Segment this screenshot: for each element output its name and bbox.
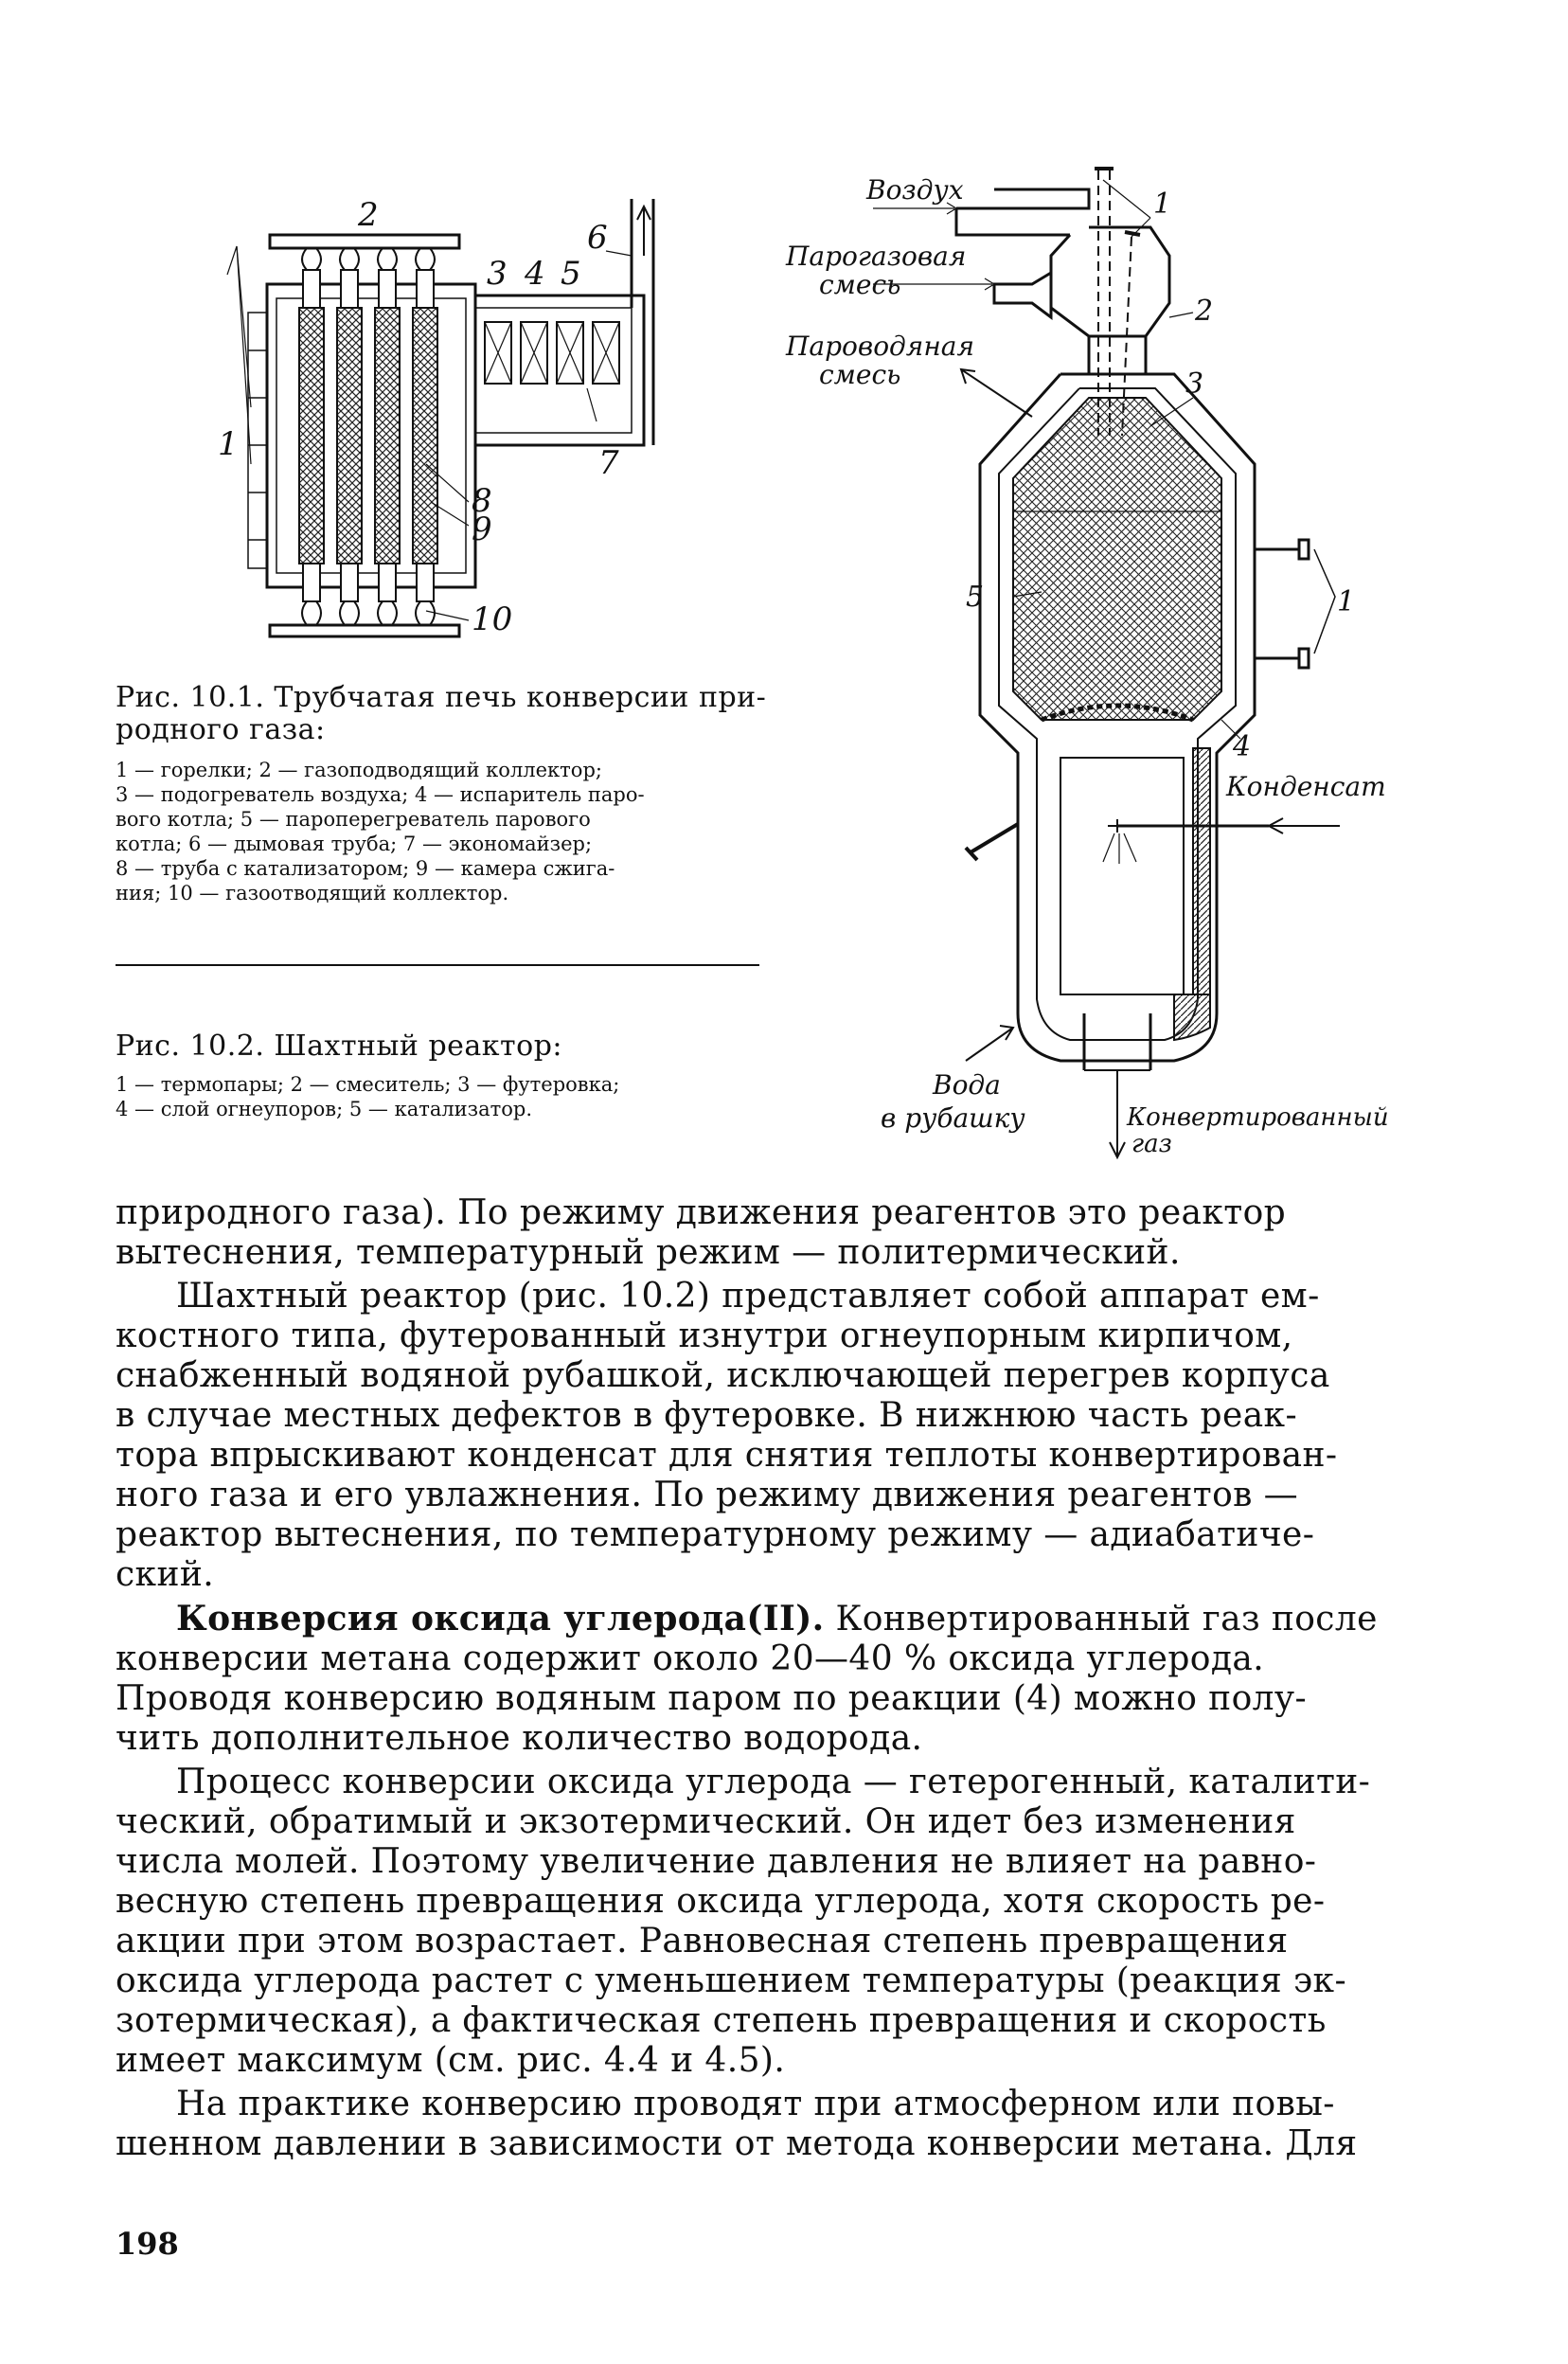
fig2-label-gas-mix-a: Парогазовая: [786, 241, 967, 272]
body-text: [116, 1193, 1401, 2164]
text-line: ский.: [116, 1555, 215, 1594]
fig1-label-5: 5: [561, 255, 581, 293]
fig2-label-converted-a: Конвертированный: [1127, 1103, 1389, 1132]
text-line: Проводя конверсию водяным паром по реакции (4) можно полу-: [116, 1679, 1308, 1718]
text-line: вытеснения, температурный режим — политермический.: [116, 1233, 1181, 1272]
text-line: Шахтный реактор (рис. 10.2) представляет собой аппарат ем-: [176, 1277, 1320, 1316]
figure-tubular-furnace: [208, 180, 776, 672]
text-line: шенном давлении в зависимости от метода конверсии метана. Для: [116, 2124, 1358, 2163]
text-line: числа молей. Поэтому увеличение давления не влияет на равно-: [116, 1842, 1317, 1881]
text-line: весную степень превращения оксида углерода, хотя скорость ре-: [116, 1882, 1326, 1921]
fig2-caption-title: Рис. 10.2. Шахтный реактор:: [116, 1030, 563, 1063]
fig1-label-2: 2: [358, 196, 379, 234]
text-line: [116, 1599, 1401, 1639]
text-line: снабженный водяной рубашкой, исключающей перегрев корпуса: [116, 1356, 1330, 1395]
fig1-caption: [116, 682, 769, 905]
fig1-legend-line: котла; 6 — дымовая труба; 7 — экономайзер;: [116, 833, 593, 855]
paragraph-1: [116, 1193, 1401, 1273]
fig1-label-1: 1: [218, 425, 239, 463]
paragraph-5: [116, 2085, 1401, 2164]
text-line: ного газа и его увлажнения. По режиму движения реагентов —: [116, 1476, 1299, 1514]
fig1-label-10: 10: [472, 600, 513, 638]
text-line: тора впрыскивают конденсат для снятия теплоты конвертирован-: [116, 1436, 1338, 1475]
paragraph-2: [116, 1277, 1401, 1595]
fig2-label-gas-mix-b: смесь: [819, 269, 901, 300]
fig2-num-4: 4: [1233, 730, 1252, 763]
page-number: 198: [116, 2226, 179, 2262]
fig1-legend-line: 8 — труба с катализатором; 9 — камера сжига-: [116, 857, 615, 880]
fig2-label-air: Воздух: [866, 174, 964, 206]
text-line: реактор вытеснения, по температурному режиму — адиабатиче-: [116, 1515, 1315, 1554]
fig2-caption: [116, 1030, 769, 1121]
text-line: костного типа, футерованный изнутри огнеупорным кирпичом,: [116, 1316, 1293, 1355]
fig1-label-8: 8: [472, 482, 492, 520]
caption-divider: [116, 964, 759, 966]
fig1-label-3: 3: [487, 255, 508, 293]
text-line: имеет максимум (см. рис. 4.4 и 4.5).: [116, 2041, 786, 2080]
fig2-num-2: 2: [1195, 295, 1214, 328]
paragraph-3: [116, 1599, 1401, 1759]
text-line: природного газа). По режиму движения реагентов это реактор: [116, 1193, 1287, 1232]
text-line: акции при этом возрастает. Равновесная степень превращения: [116, 1922, 1289, 1961]
fig1-label-7: 7: [598, 444, 619, 482]
text-line: Процесс конверсии оксида углерода — гетерогенный, каталити-: [176, 1763, 1371, 1801]
fig2-label-water-b: в рубашку: [881, 1102, 1025, 1134]
text-line: зотермическая), а фактическая степень превращения и скорость: [116, 2001, 1327, 2040]
fig2-num-3: 3: [1185, 367, 1204, 401]
fig2-legend-line: 4 — слой огнеупоров; 5 — катализатор.: [116, 1098, 533, 1120]
fig1-label-6: 6: [587, 219, 608, 257]
fig1-legend-line: ния; 10 — газоотводящий коллектор.: [116, 882, 509, 904]
fig2-num-1-right: 1: [1337, 585, 1356, 618]
fig1-caption-title-b: родного газа:: [116, 713, 326, 746]
fig2-legend-line: 1 — термопары; 2 — смеситель; 3 — футеровка;: [116, 1073, 620, 1096]
fig2-label-converted-b: газ: [1131, 1130, 1172, 1158]
section-heading: Конверсия оксида углерода(II).: [176, 1599, 825, 1639]
fig2-label-water-a: Вода: [933, 1069, 1001, 1101]
fig1-label-9: 9: [472, 510, 492, 548]
fig2-label-steam-water-b: смесь: [819, 359, 901, 390]
text-line: оксида углерода растет с уменьшением температуры (реакция эк-: [116, 1961, 1347, 2000]
fig2-num-5: 5: [966, 581, 985, 614]
fig2-num-1-top: 1: [1153, 188, 1172, 221]
text-line: чить дополнительное количество водорода.: [116, 1719, 923, 1758]
fig1-label-4: 4: [525, 255, 545, 293]
fig1-legend-line: 1 — горелки; 2 — газоподводящий коллектор;: [116, 759, 602, 781]
text-line: На практике конверсию проводят при атмосферном или повы-: [176, 2085, 1335, 2123]
fig2-label-steam-water-a: Пароводяная: [786, 331, 975, 362]
figure-shaft-reactor: [776, 161, 1439, 1193]
fig1-caption-title-a: Рис. 10.1. Трубчатая печь конверсии при-: [116, 681, 767, 714]
fig1-legend-line: вого котла; 5 — пароперегреватель парового: [116, 808, 591, 831]
fig2-label-condensate: Конденсат: [1226, 771, 1386, 802]
fig1-legend-line: 3 — подогреватель воздуха; 4 — испаритель паро-: [116, 783, 645, 806]
text-line: конверсии метана содержит около 20—40 % оксида углерода.: [116, 1639, 1265, 1678]
text-line: в случае местных дефектов в футеровке. В нижнюю часть реак-: [116, 1396, 1298, 1435]
paragraph-4: [116, 1763, 1401, 2081]
text-line: ческий, обратимый и экзотермический. Он идет без изменения: [116, 1802, 1296, 1841]
text-run: Конвертированный газ после: [824, 1600, 1378, 1639]
